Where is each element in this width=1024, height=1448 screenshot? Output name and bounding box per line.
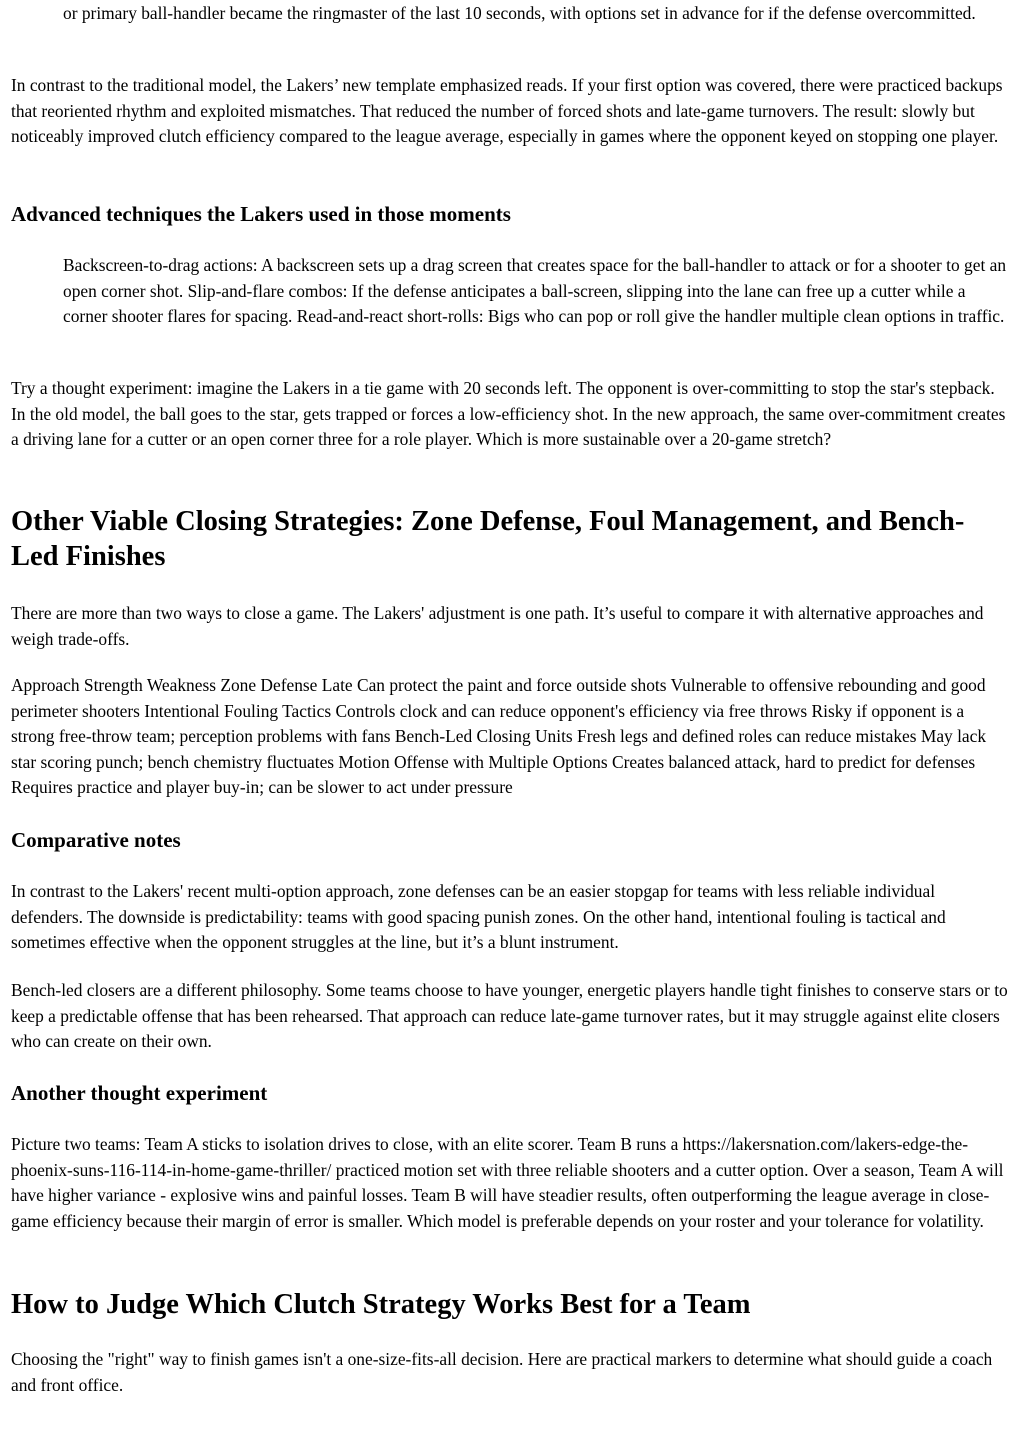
heading-another-thought-experiment: Another thought experiment bbox=[11, 1081, 268, 1105]
paragraph-approach-table-text: Approach Strength Weakness Zone Defense Late Can protect the paint and force outside shots Vulnerable to offensive rebounding and good perimeter shooters Intentional Fouling Tactics Controls clock and can reduce opponent's efficiency via free throws Risky if opponent is a strong free-throw team; perception problems with fans Bench-Led Closing Units Fresh legs and defined roles can reduce mistakes May lack star scoring punch; bench chemistry fluctuates Motion Offense with Multiple Options Creates balanced attack, hard to predict for defenses Requires practice and player buy-in; can be slower to act under pressure bbox=[11, 675, 987, 798]
paragraph-zone-defense: In contrast to the Lakers' recent multi-option approach, zone defenses can be an easier stopgap for teams with less reliable individual defenders. The downside is predictability: teams with good spacing punish zones. On the other hand, intentional fouling is tactical and sometimes effective when the opponent struggles at the line, but it’s a blunt instrument. bbox=[11, 881, 946, 953]
paragraph-choosing: Choosing the "right" way to finish games isn't a one-size-fits-all decision. Here are practical markers to determine what should guide a coach and front office. bbox=[11, 1349, 993, 1395]
heading-judge-clutch-strategy: How to Judge Which Clutch Strategy Works Best for a Team bbox=[11, 1289, 751, 1320]
heading-comparative-notes: Comparative notes bbox=[11, 828, 181, 852]
paragraph-traditional-contrast: In contrast to the traditional model, the Lakers’ new template emphasized reads. If your first option was covered, there were practiced backups that reoriented rhythm and exploited mismatches. That reduced the number of forced shots and late-game turnovers. The result: slowly but noticeably improved clutch efficiency compared to the league average, especially in games where the opponent keyed on stopping one player. bbox=[11, 75, 1003, 147]
indented-paragraph-techniques: Backscreen-to-drag actions: A backscreen sets up a drag screen that creates space for the ball-handler to attack or for a shooter to get an open corner shot. Slip-and-flare combos: If the defense anticipates a ball-screen, slipping into the lane can free up a cutter while a corner shooter flares for spacing. Read-and-react short-rolls: Bigs who can pop or roll give the handler multiple clean options in traffic. bbox=[63, 255, 1007, 327]
paragraph-two-teams: Picture two teams: Team A sticks to isolation drives to close, with an elite scorer. Team B runs a https://lakersnation.com/lakers-edge-the-phoenix-suns-116-114-in-home-game-thriller/ practiced motion set with three reliable shooters and a cutter option. Over a season, Team A will have higher variance - explosive wins and painful losses. Team B will have steadier results, often outperforming the league average in close-game efficiency because their margin of error is smaller. Which model is preferable depends on your roster and your tolerance for volatility. bbox=[11, 1134, 1004, 1231]
heading-advanced-techniques: Advanced techniques the Lakers used in those moments bbox=[11, 202, 511, 226]
paragraph-bench-led: Bench-led closers are a different philosophy. Some teams choose to have younger, energetic players handle tight finishes to conserve stars or to keep a predictable offense that has been rehearsed. That approach can reduce late-game turnover rates, but it may struggle against elite closers who can create on their own. bbox=[11, 980, 1008, 1052]
paragraph-more-ways: There are more than two ways to close a game. The Lakers' adjustment is one path. It’s useful to compare it with alternative approaches and weigh trade-offs. bbox=[11, 603, 984, 649]
paragraph-thought-experiment: Try a thought experiment: imagine the Lakers in a tie game with 20 seconds left. The opponent is over-committing to stop the star's stepback. In the old model, the ball goes to the star, gets trapped or forces a low-efficiency shot. In the new approach, the same over-commitment creates a driving lane for a cutter or an open corner three for a role player. Which is more sustainable over a 20-game stretch? bbox=[11, 378, 1006, 450]
heading-other-closing-strategies: Other Viable Closing Strategies: Zone Defense, Foul Management, and Bench-Led Finishes bbox=[11, 506, 965, 572]
indented-paragraph-ringmaster: or primary ball-handler became the ringmaster of the last 10 seconds, with options set in advance for if the defense overcommitted. bbox=[63, 3, 976, 23]
